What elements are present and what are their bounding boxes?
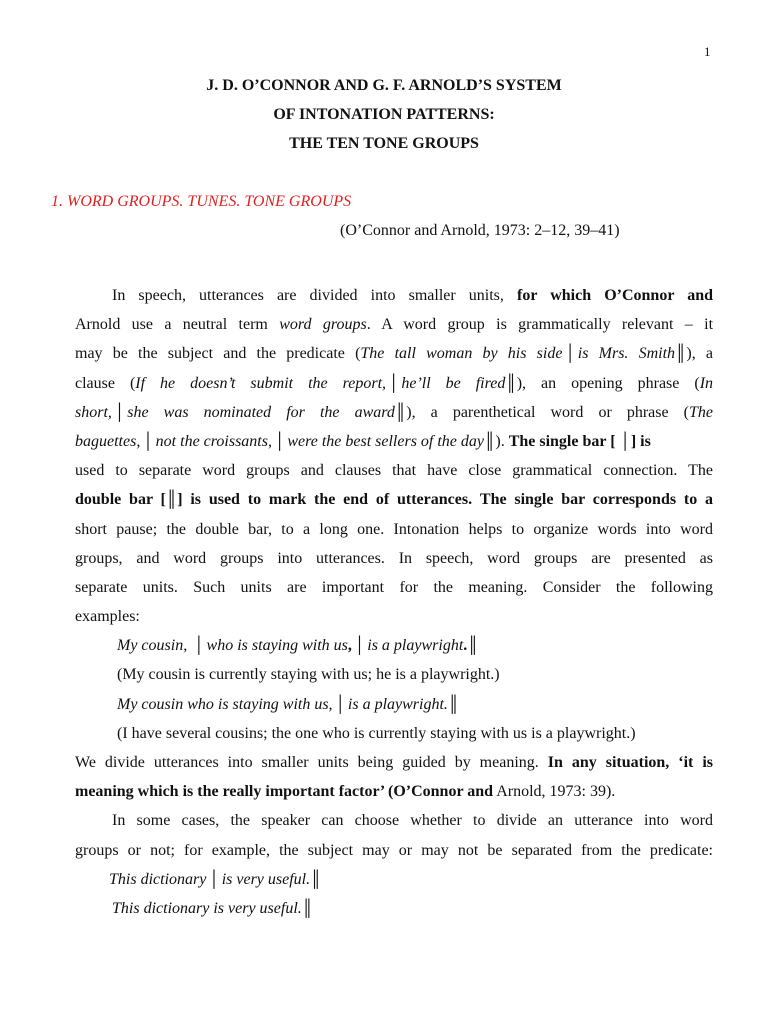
paragraph-line: short, │ she was nominated for the award║), a parenthetical word or phrase (The: [75, 403, 713, 421]
single-bar-mark: │: [193, 637, 205, 655]
paragraph-line: We divide utterances into smaller units being guided by meaning. In any situation, ‘it is: [75, 754, 713, 771]
paragraph-line: used to separate word groups and clauses that have close grammatical connection. The: [75, 462, 713, 480]
example-line: This dictionary is very useful.║: [112, 899, 314, 917]
single-bar-mark: │: [564, 345, 576, 363]
paragraph-line: short pause; the double bar, to a long one. Intonation helps to organize words into word: [75, 520, 713, 538]
document-title-line-3: THE TEN TONE GROUPS: [289, 135, 479, 152]
paragraph-line: baguettes, │ not the croissants, │ were the best sellers of the day║). The single bar [ │] is: [75, 432, 651, 450]
example-line: My cousin, │ who is staying with us, │ is a playwright.║: [117, 637, 479, 655]
page-number: 1: [704, 44, 711, 59]
double-bar-mark: ║: [301, 899, 314, 917]
document-title-line-1: J. D. O’CONNOR AND G. F. ARNOLD’S SYSTEM: [206, 77, 562, 94]
single-bar-mark: │: [273, 432, 286, 450]
double-bar-mark: ║: [484, 432, 496, 450]
paragraph-line: In speech, utterances are divided into smaller units, for which O’Connor and: [112, 287, 713, 304]
double-bar-mark: ║: [310, 870, 322, 888]
paragraph-line: separate units. Such units are important for the meaning. Consider the following: [75, 578, 713, 596]
paragraph-line: In some cases, the speaker can choose whether to divide an utterance into word: [112, 812, 713, 830]
citation: (O’Connor and Arnold, 1973: 2–12, 39–41): [340, 222, 620, 239]
paragraph-line: groups, and word groups into utterances. In speech, word groups are presented as: [75, 549, 713, 567]
double-bar-mark: ║: [447, 695, 460, 713]
paragraph-line: Arnold use a neutral term word groups. A word group is grammatically relevant – it: [75, 316, 713, 334]
double-bar-mark: ║: [394, 403, 407, 421]
paragraph-line: examples:: [75, 608, 140, 626]
paragraph-line: double bar [║] is used to mark the end of utterances. The single bar corresponds to a: [75, 491, 713, 509]
example-gloss: (My cousin is currently staying with us; he is a playwright.): [117, 666, 500, 684]
example-line: This dictionary │ is very useful.║: [109, 870, 322, 888]
double-bar-mark: ║: [505, 374, 517, 392]
document-title-line-2: OF INTONATION PATTERNS:: [273, 106, 495, 123]
single-bar-mark: │: [113, 403, 126, 421]
example-line: My cousin who is staying with us, │ is a playwright.║: [117, 695, 460, 713]
double-bar-mark: ║: [467, 637, 479, 655]
paragraph-line: may be the subject and the predicate (The tall woman by his side │ is Mrs. Smith║), a: [75, 345, 713, 363]
single-bar-mark: │: [142, 432, 154, 450]
paragraph-line: meaning which is the really important factor’ (O’Connor and Arnold, 1973: 39).: [75, 783, 616, 801]
single-bar-mark: │: [353, 637, 366, 655]
paragraph-line: groups or not; for example, the subject may or may not be separated from the predicate:: [75, 841, 713, 859]
paragraph-line: clause (If he doesn’t submit the report, │ he’ll be fired║), an opening phrase (In: [75, 374, 713, 392]
example-gloss: (I have several cousins; the one who is currently staying with us is a playwright.): [117, 724, 636, 742]
single-bar-mark: │: [334, 695, 346, 713]
single-bar-mark: │: [388, 374, 400, 392]
single-bar-mark: │: [208, 870, 220, 888]
double-bar-mark: ║: [675, 345, 687, 363]
section-heading: 1. WORD GROUPS. TUNES. TONE GROUPS: [51, 193, 352, 210]
document-body: [75, 281, 713, 923]
